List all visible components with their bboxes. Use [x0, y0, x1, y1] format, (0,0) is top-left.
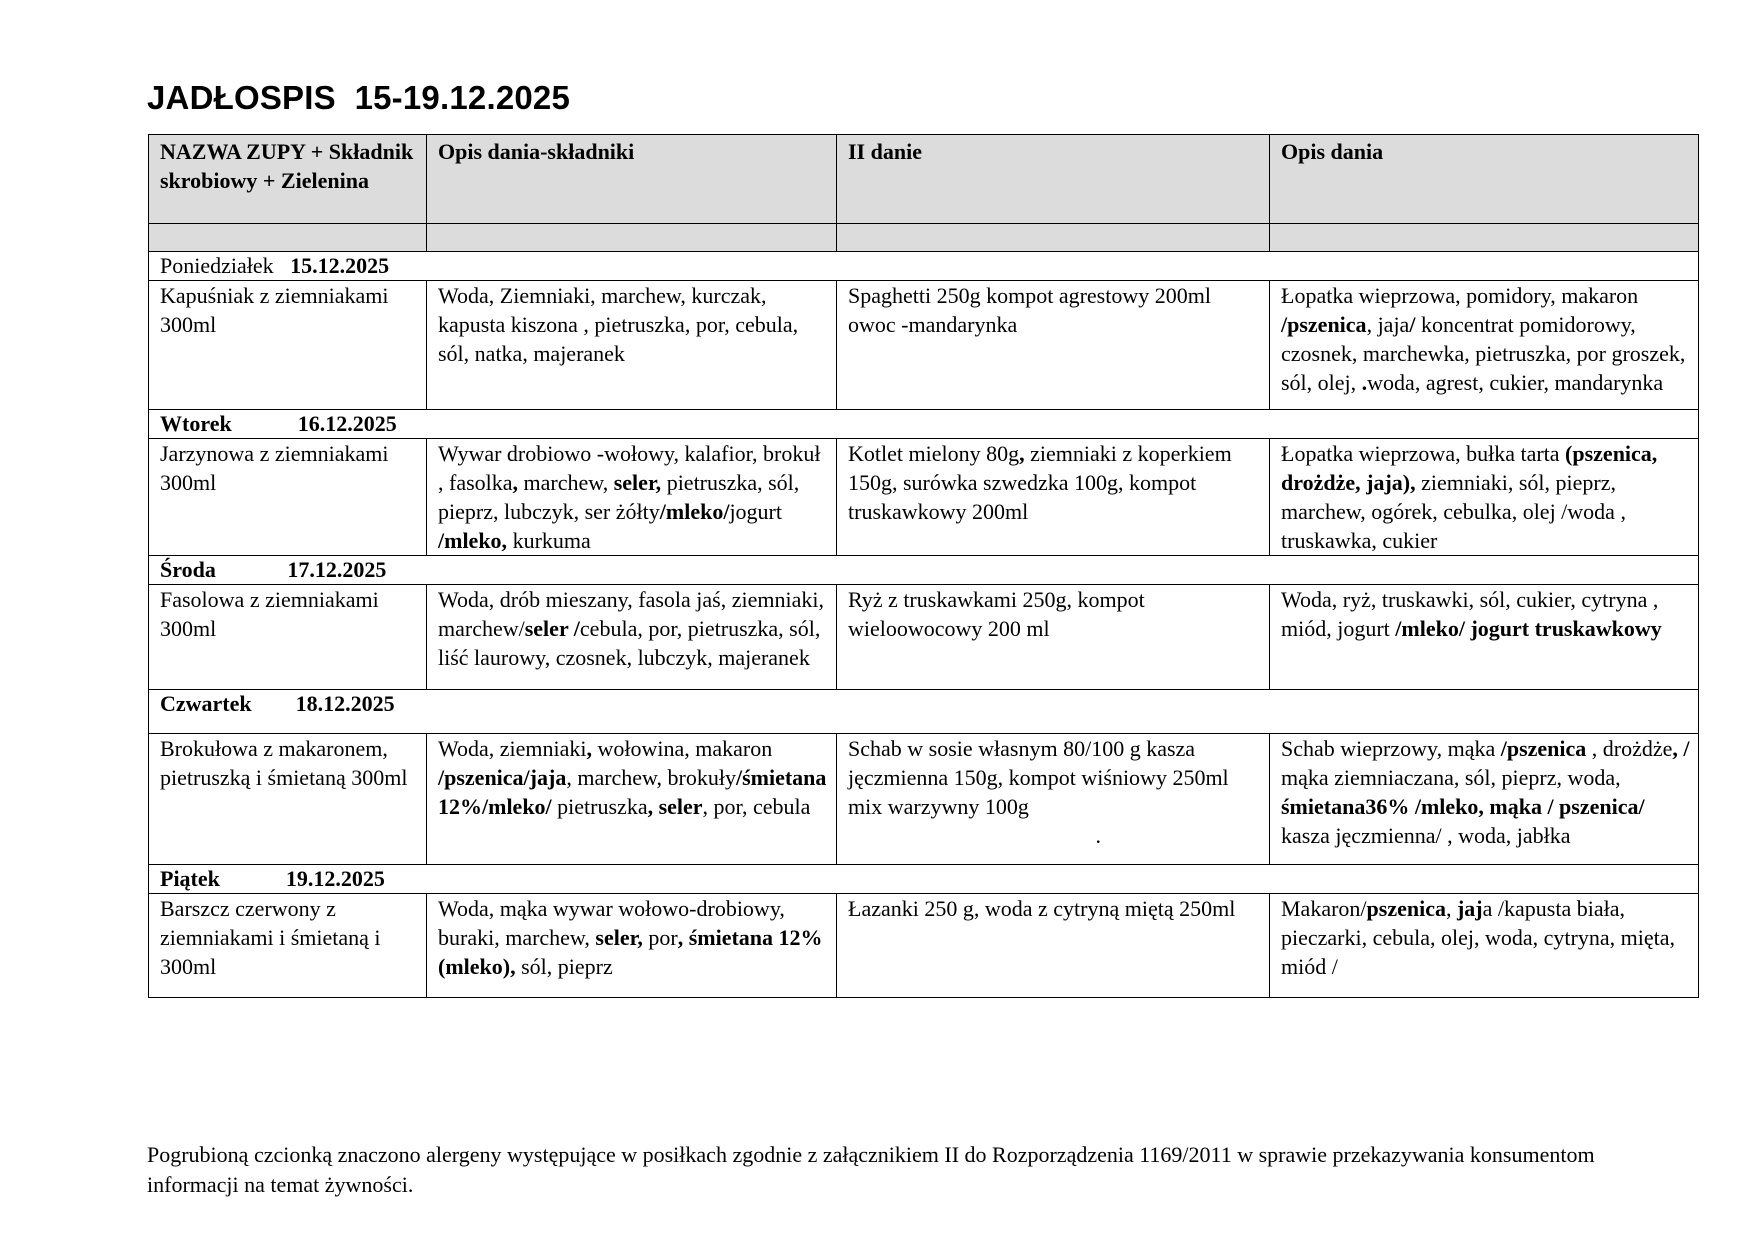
cell-text: , marchew, brokuły [566, 765, 736, 790]
cell-text: marchew, [518, 470, 614, 495]
soup-ingredients-cell [427, 585, 837, 690]
allergen-text: /mleko, [438, 528, 508, 553]
day-cell [149, 556, 1699, 585]
cell-text: , drożdże [1586, 736, 1673, 761]
cell-text: Łazanki 250 g, woda z cytryną miętą 250ml [848, 896, 1236, 921]
day-name: Piątek [160, 866, 286, 891]
spacer-cell [427, 224, 837, 252]
main-course-cell [837, 281, 1270, 410]
cell-text: Barszcz czerwony z ziemniakami i śmietaną i 300ml [160, 896, 381, 979]
soup-ingredients-cell [427, 894, 837, 998]
day-row [149, 865, 1699, 894]
cell-text: Schab wieprzowy, mąka [1281, 736, 1501, 761]
allergen-text: (pszenica, drożdże, jaja), [1281, 441, 1658, 495]
soup-ingredients-cell [427, 281, 837, 410]
header-main-course: II danie [837, 135, 1270, 224]
allergen-text: /pszenica [1500, 736, 1587, 761]
day-cell [149, 410, 1699, 439]
allergen-text: seler, [595, 925, 643, 950]
allergen-text: /mleko/ [659, 499, 730, 524]
main-course-cell [837, 894, 1270, 998]
header-row [149, 135, 1699, 224]
day-date: 18.12.2025 [295, 691, 395, 716]
allergen-text: / [1409, 312, 1416, 337]
cell-text: kasza jęczmienna/ , woda, jabłka [1281, 823, 1571, 848]
allergen-text: /pszenica [1281, 312, 1367, 337]
header-soup-ingredients: Opis dania-składniki [427, 135, 837, 224]
cell-text: Woda, ryż, truskawki, sól, cukier, cytryna , miód, jogurt [1281, 587, 1659, 641]
allergen-text: jaj [1456, 896, 1483, 921]
day-row [149, 252, 1699, 281]
day-row [149, 690, 1699, 734]
day-date: 16.12.2025 [297, 411, 397, 436]
cell-text: Kapuśniak z ziemniakami 300ml [160, 283, 389, 337]
allergen-text: , [512, 470, 519, 495]
allergen-text: /mleko/ jogurt truskawkowy [1395, 616, 1662, 641]
cell-text: woda, agrest, cukier, mandarynka [1367, 370, 1664, 395]
cell-text: koncentrat pomidorowy, czosnek, marchewka, pietruszka, por groszek, sól, olej, [1281, 312, 1686, 395]
meal-row [149, 585, 1699, 690]
main-description-cell [1270, 585, 1699, 690]
cell-text: jogurt [729, 499, 782, 524]
day-date: 15.12.2025 [290, 253, 390, 278]
cell-text: Jarzynowa z ziemniakami 300ml [160, 441, 389, 495]
cell-text: cebula, por, pietruszka, sól, liść laurowy, czosnek, lubczyk, majeranek [438, 616, 821, 670]
day-cell [149, 690, 1699, 734]
allergen-footnote: Pogrubioną czcionką znaczono alergeny występujące w posiłkach zgodnie z załącznikiem II do Rozporządzenia 1169/2011 w sprawie przekazywania konsumentom informacji na temat żywności. [147, 1142, 1595, 1197]
cell-text: Brokułowa z makaronem, pietruszką i śmietaną 300ml [160, 736, 408, 790]
soup-ingredients-cell [427, 439, 837, 556]
cell-text: por [642, 925, 678, 950]
allergen-text: , / [1672, 736, 1690, 761]
allergen-text: /śmietana 12%/mleko/ [438, 765, 827, 819]
cell-text: kurkuma [507, 528, 591, 553]
cell-text: Makaron/ [1281, 896, 1367, 921]
meal-row [149, 439, 1699, 556]
allergen-text: seler, [613, 470, 662, 495]
allergen-text: pszenica [1366, 896, 1446, 921]
allergen-text: , śmietana 12%(mleko), [438, 925, 823, 979]
soup-name-cell [149, 734, 427, 865]
cell-text: Łopatka wieprzowa, pomidory, makaron [1281, 283, 1639, 308]
allergen-text: , [586, 736, 593, 761]
cell-text: Woda, ziemniaki [438, 736, 587, 761]
spacer-cell [149, 224, 427, 252]
main-course-cell [837, 439, 1270, 556]
main-description-cell [1270, 439, 1699, 556]
main-description-cell [1270, 894, 1699, 998]
cell-text: Woda, Ziemniaki, marchew, kurczak, kapusta kiszona , pietruszka, por, cebula, sól, natka, majeranek [438, 283, 799, 366]
main-description-cell [1270, 734, 1699, 865]
day-cell [149, 252, 1699, 281]
allergen-text: , seler [647, 794, 703, 819]
cell-text: ziemniaki, sól, pieprz, marchew, ogórek, cebulka, olej /woda , truskawka, cukier [1281, 470, 1626, 553]
cell-text: mąka ziemniaczana, sól, pieprz, woda, [1281, 765, 1621, 790]
cell-text: Kotlet mielony 80g [848, 441, 1020, 466]
day-name: Środa [160, 557, 288, 582]
day-row [149, 410, 1699, 439]
allergen-text: , [1019, 441, 1025, 466]
cell-text: wołowina, makaron [592, 736, 773, 761]
meal-row [149, 894, 1699, 998]
cell-text: Spaghetti 250g kompot agrestowy 200ml owoc -mandarynka [848, 283, 1211, 337]
allergen-text: śmietana36% /mleko, mąka / pszenica/ [1281, 794, 1645, 819]
cell-text: Wywar drobiowo -wołowy, kalafior, brokuł , fasolka [438, 441, 821, 495]
cell-text: Fasolowa z ziemniakami 300ml [160, 587, 379, 641]
cell-text: , jaja [1366, 312, 1410, 337]
cell-text: ziemniaki z koperkiem 150g, surówka szwedzka 100g, kompot truskawkowy 200ml [848, 441, 1232, 524]
day-name: Wtorek [160, 411, 298, 436]
allergen-text: . [1361, 370, 1368, 395]
cell-text: , [1445, 896, 1457, 921]
page-title: JADŁOSPIS 15-19.12.2025 [147, 79, 571, 116]
header-main-description: Opis dania [1270, 135, 1699, 224]
main-description-cell [1270, 281, 1699, 410]
meal-row [149, 734, 1699, 865]
main-course-cell [837, 734, 1270, 865]
spacer-cell [1270, 224, 1699, 252]
day-name: Poniedziałek [160, 253, 291, 278]
header-soup-name: NAZWA ZUPY + Składnik skrobiowy + Zielenina [149, 135, 427, 224]
cell-text: . [1095, 823, 1101, 848]
day-date: 17.12.2025 [287, 557, 387, 582]
soup-name-cell [149, 894, 427, 998]
soup-name-cell [149, 585, 427, 690]
day-row [149, 556, 1699, 585]
cell-text: Woda, drób mieszany, fasola jaś, ziemniaki, marchew/ [438, 587, 824, 641]
main-course-cell [837, 585, 1270, 690]
soup-name-cell [149, 281, 427, 410]
cell-text: pietruszka, sól, pieprz, lubczyk, ser żółty [438, 470, 800, 524]
meal-row [149, 281, 1699, 410]
day-cell [149, 865, 1699, 894]
cell-text: pietruszka [551, 794, 648, 819]
day-name: Czwartek [160, 691, 296, 716]
soup-name-cell [149, 439, 427, 556]
spacer-cell [837, 224, 1270, 252]
header-spacer-row [149, 224, 1699, 252]
allergen-text: /pszenica/jaja [438, 765, 567, 790]
cell-text: sól, pieprz [515, 954, 613, 979]
cell-text: , por, cebula [702, 794, 811, 819]
cell-text: Łopatka wieprzowa, bułka tarta [1281, 441, 1566, 466]
cell-text: Schab w sosie własnym 80/100 g kasza jęczmienna 150g, kompot wiśniowy 250ml mix warzywny 100g [848, 736, 1229, 819]
soup-ingredients-cell [427, 734, 837, 865]
cell-text: Woda, mąka wywar wołowo-drobiowy, buraki, marchew, [438, 896, 785, 950]
day-date: 19.12.2025 [285, 866, 385, 891]
allergen-text: seler / [524, 616, 580, 641]
menu-table [148, 134, 1699, 998]
cell-text: Ryż z truskawkami 250g, kompot wieloowocowy 200 ml [848, 587, 1145, 641]
cell-text: a /kapusta biała, pieczarki, cebula, olej, woda, cytryna, mięta, miód / [1281, 896, 1675, 979]
